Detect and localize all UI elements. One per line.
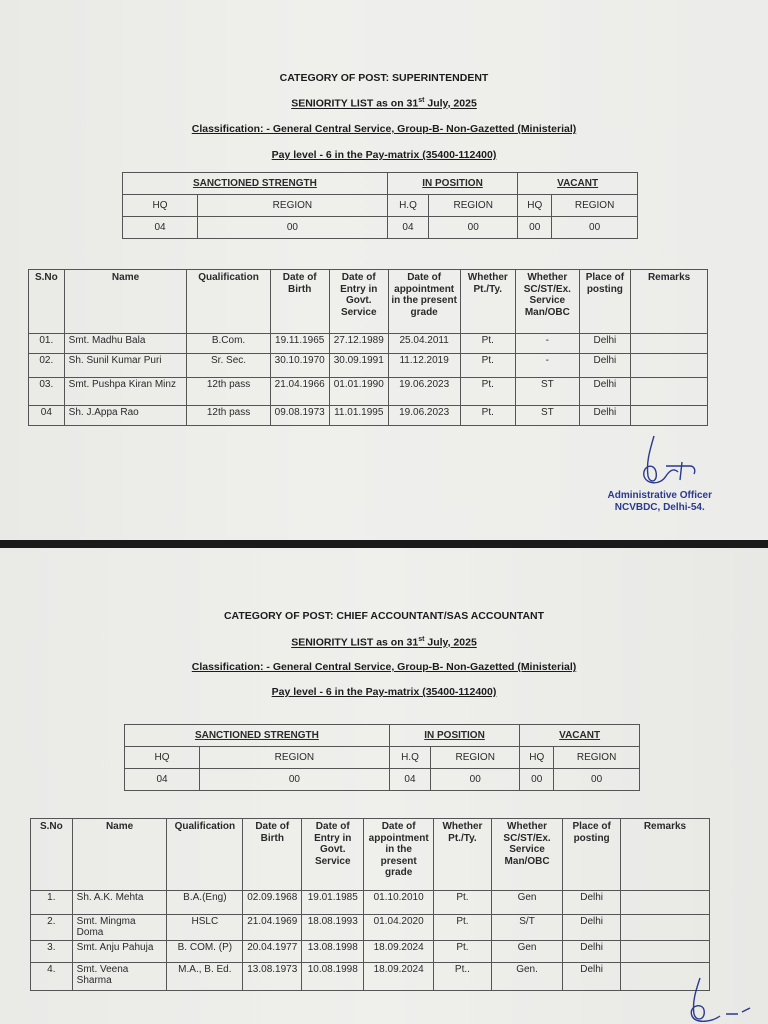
cell-posting: Delhi: [563, 941, 621, 963]
strength-value: 00: [429, 217, 518, 239]
vacant-header: VACANT: [518, 173, 638, 195]
cell-entry: 10.08.1998: [302, 963, 364, 991]
cell-posting: Delhi: [563, 915, 621, 941]
cell-sno: 02.: [29, 354, 65, 378]
cell-qualification: B.A.(Eng): [167, 891, 243, 915]
cell-appointment: 18.09.2024: [364, 963, 434, 991]
cell-dob: 02.09.1968: [243, 891, 302, 915]
sanctioned-strength-header: SANCTIONED STRENGTH: [125, 725, 390, 747]
cell-sno: 04: [29, 406, 65, 426]
cell-category: Gen: [491, 941, 563, 963]
cell-sno: 03.: [29, 378, 65, 406]
cell-dob: 21.04.1966: [270, 378, 329, 406]
seniority-title: SENIORITY LIST as on 31st July, 2025: [291, 636, 477, 649]
cell-pt: Pt.: [434, 891, 492, 915]
category-title: CATEGORY OF POST: CHIEF ACCOUNTANT/SAS ACCOUNTANT: [223, 610, 545, 622]
strength-subheader: REGION: [552, 195, 638, 217]
cell-qualification: 12th pass: [187, 406, 270, 426]
cell-entry: 27.12.1989: [329, 334, 388, 354]
cell-entry: 19.01.1985: [302, 891, 364, 915]
cell-posting: Delhi: [563, 891, 621, 915]
cell-entry: 13.08.1998: [302, 941, 364, 963]
strength-value: 00: [518, 217, 552, 239]
strength-value: 04: [387, 217, 428, 239]
cell-appointment: 25.04.2011: [388, 334, 460, 354]
cell-name: Smt. Pushpa Kiran Minz: [64, 378, 187, 406]
cell-sno: 01.: [29, 334, 65, 354]
cell-remarks: [620, 891, 709, 915]
cell-remarks: [631, 354, 708, 378]
pay-level-line: Pay level - 6 in the Pay-matrix (35400-112400): [271, 686, 497, 698]
col-category: Whether SC/ST/Ex. Service Man/OBC: [516, 270, 580, 334]
table-row: [31, 963, 710, 991]
strength-value: 00: [554, 769, 640, 791]
cell-pt: Pt.: [460, 378, 516, 406]
strength-value: 04: [125, 769, 200, 791]
col-name: Name: [64, 270, 187, 334]
table-row: [31, 915, 710, 941]
strength-subheader: HQ: [520, 747, 554, 769]
col-remarks: Remarks: [631, 270, 708, 334]
col-pt-ty: Whether Pt./Ty.: [460, 270, 516, 334]
strength-value: 00: [431, 769, 520, 791]
col-dob: Date of Birth: [243, 819, 302, 891]
col-sno: S.No: [31, 819, 73, 891]
cell-entry: 30.09.1991: [329, 354, 388, 378]
strength-table: [124, 724, 640, 791]
sanctioned-strength-header: SANCTIONED STRENGTH: [123, 173, 388, 195]
vacant-header: VACANT: [520, 725, 640, 747]
category-title: CATEGORY OF POST: SUPERINTENDENT: [279, 72, 489, 84]
table-row: [29, 354, 708, 378]
cell-posting: Delhi: [579, 406, 631, 426]
table-row: [31, 941, 710, 963]
cell-sno: 1.: [31, 891, 73, 915]
strength-value: 04: [389, 769, 430, 791]
cell-posting: Delhi: [579, 354, 631, 378]
cell-entry: 11.01.1995: [329, 406, 388, 426]
cell-pt: Pt.: [460, 354, 516, 378]
col-name: Name: [72, 819, 167, 891]
strength-subheader: HQ: [125, 747, 200, 769]
cell-name: Smt. Mingma Doma: [72, 915, 167, 941]
cell-qualification: Sr. Sec.: [187, 354, 270, 378]
cell-category: ST: [516, 378, 580, 406]
cell-name: Smt. Madhu Bala: [64, 334, 187, 354]
cell-pt: Pt.: [460, 334, 516, 354]
cell-sno: 3.: [31, 941, 73, 963]
strength-subheader: H.Q: [387, 195, 428, 217]
cell-pt: Pt.: [460, 406, 516, 426]
cell-posting: Delhi: [579, 378, 631, 406]
col-remarks: Remarks: [620, 819, 709, 891]
cell-dob: 30.10.1970: [270, 354, 329, 378]
cell-posting: Delhi: [563, 963, 621, 991]
cell-posting: Delhi: [579, 334, 631, 354]
col-sno: S.No: [29, 270, 65, 334]
col-posting: Place of posting: [563, 819, 621, 891]
strength-subheader: REGION: [200, 747, 390, 769]
in-position-header: IN POSITION: [387, 173, 517, 195]
cell-appointment: 19.06.2023: [388, 406, 460, 426]
seniority-table: [28, 269, 708, 426]
strength-value: 00: [520, 769, 554, 791]
cell-qualification: B. COM. (P): [167, 941, 243, 963]
cell-qualification: HSLC: [167, 915, 243, 941]
cell-name: Smt. Veena Sharma: [72, 963, 167, 991]
table-row: [29, 334, 708, 354]
strength-subheader: H.Q: [389, 747, 430, 769]
cell-dob: 19.11.1965: [270, 334, 329, 354]
cell-entry: 18.08.1993: [302, 915, 364, 941]
seniority-table: [30, 818, 710, 991]
strength-subheader: HQ: [518, 195, 552, 217]
signature-icon: [676, 976, 756, 1024]
signoff-block: [608, 490, 712, 514]
strength-value: 00: [552, 217, 638, 239]
signoff-office: NCVBDC, Delhi-54.: [614, 502, 705, 513]
cell-category: S/T: [491, 915, 563, 941]
cell-category: ST: [516, 406, 580, 426]
col-dob: Date of Birth: [270, 270, 329, 334]
cell-remarks: [620, 915, 709, 941]
cell-remarks: [631, 378, 708, 406]
cell-category: -: [516, 354, 580, 378]
cell-dob: 21.04.1969: [243, 915, 302, 941]
cell-qualification: B.Com.: [187, 334, 270, 354]
cell-dob: 09.08.1973: [270, 406, 329, 426]
classification-line: Classification: - General Central Service, Group-B- Non-Gazetted (Ministerial): [191, 123, 577, 135]
cell-sno: 4.: [31, 963, 73, 991]
strength-table: [122, 172, 638, 239]
cell-pt: Pt..: [434, 963, 492, 991]
table-row: [29, 406, 708, 426]
strength-subheader: HQ: [123, 195, 198, 217]
col-entry: Date of Entry in Govt. Service: [329, 270, 388, 334]
cell-name: Sh. A.K. Mehta: [72, 891, 167, 915]
col-appointment: Date of appointment in the present grade: [364, 819, 434, 891]
seniority-title: SENIORITY LIST as on 31st July, 2025: [291, 97, 477, 110]
cell-category: -: [516, 334, 580, 354]
cell-pt: Pt.: [434, 915, 492, 941]
cell-pt: Pt.: [434, 941, 492, 963]
col-entry: Date of Entry in Govt. Service: [302, 819, 364, 891]
strength-subheader: REGION: [431, 747, 520, 769]
cell-remarks: [631, 406, 708, 426]
col-pt-ty: Whether Pt./Ty.: [434, 819, 492, 891]
cell-dob: 20.04.1977: [243, 941, 302, 963]
table-row: [29, 378, 708, 406]
cell-appointment: 19.06.2023: [388, 378, 460, 406]
col-posting: Place of posting: [579, 270, 631, 334]
document-page-2: [0, 548, 768, 1024]
cell-appointment: 01.10.2010: [364, 891, 434, 915]
cell-name: Sh. J.Appa Rao: [64, 406, 187, 426]
cell-appointment: 01.04.2020: [364, 915, 434, 941]
strength-value: 00: [200, 769, 390, 791]
strength-subheader: REGION: [554, 747, 640, 769]
classification-line: Classification: - General Central Service, Group-B- Non-Gazetted (Ministerial): [191, 661, 577, 673]
signoff-title: Administrative Officer: [607, 490, 712, 501]
cell-remarks: [620, 941, 709, 963]
cell-qualification: M.A., B. Ed.: [167, 963, 243, 991]
col-category: Whether SC/ST/Ex. Service Man/OBC: [491, 819, 563, 891]
cell-category: Gen: [491, 891, 563, 915]
col-qualification: Qualification: [167, 819, 243, 891]
cell-dob: 13.08.1973: [243, 963, 302, 991]
strength-subheader: REGION: [198, 195, 388, 217]
table-row: [31, 891, 710, 915]
cell-sno: 2.: [31, 915, 73, 941]
col-appointment: Date of appointment in the present grade: [388, 270, 460, 334]
cell-entry: 01.01.1990: [329, 378, 388, 406]
cell-appointment: 11.12.2019: [388, 354, 460, 378]
strength-value: 00: [198, 217, 388, 239]
cell-remarks: [631, 334, 708, 354]
strength-subheader: REGION: [429, 195, 518, 217]
signature-icon: [620, 432, 710, 494]
cell-name: Smt. Anju Pahuja: [72, 941, 167, 963]
cell-qualification: 12th pass: [187, 378, 270, 406]
cell-category: Gen.: [491, 963, 563, 991]
cell-appointment: 18.09.2024: [364, 941, 434, 963]
strength-value: 04: [123, 217, 198, 239]
pay-level-line: Pay level - 6 in the Pay-matrix (35400-112400): [271, 149, 497, 161]
col-qualification: Qualification: [187, 270, 270, 334]
in-position-header: IN POSITION: [389, 725, 519, 747]
cell-name: Sh. Sunil Kumar Puri: [64, 354, 187, 378]
